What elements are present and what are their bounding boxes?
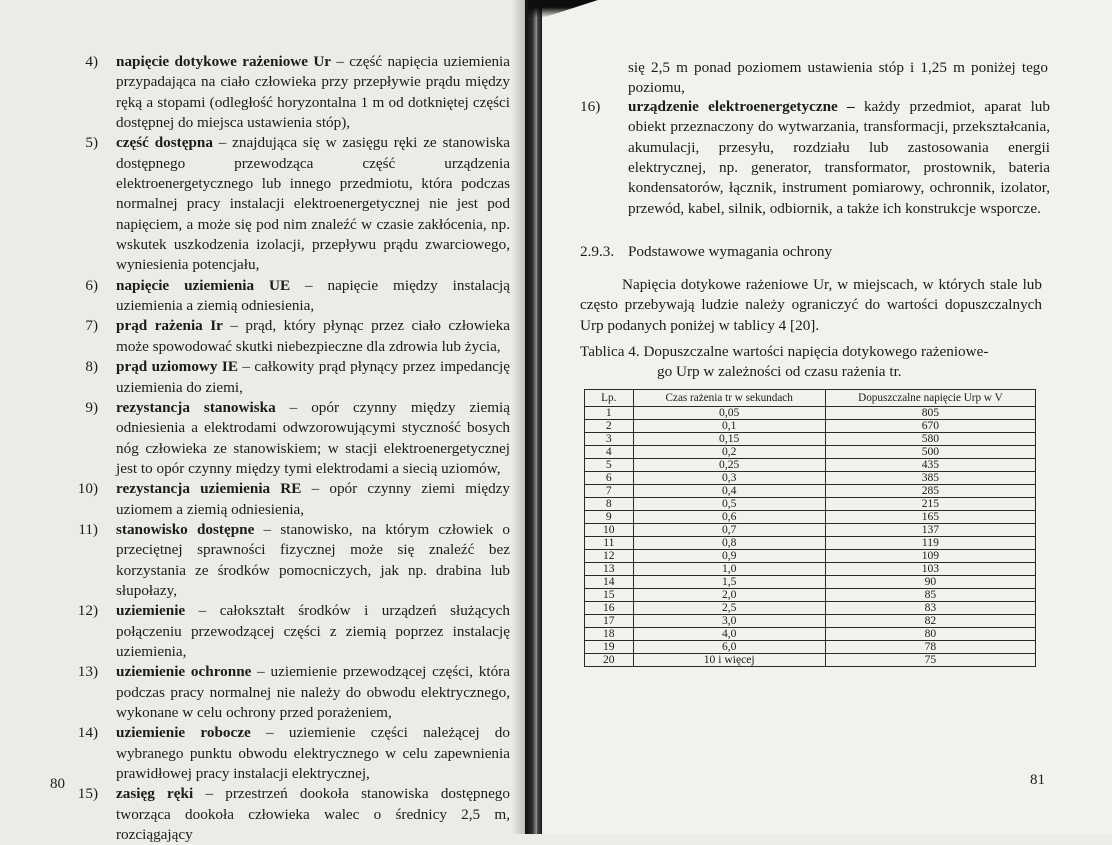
table-cell: 3,0 [633, 615, 825, 628]
table-row [585, 472, 1036, 485]
item-text: – znajdująca się w zasięgu ręki ze stanowiska dostępnego przewodząca część urządzenia elektroenergetycznego lub innego przedmiotu, która podczas normalnej pracy instalacji elektroenergetycznej nie jest pod napięciem, a może się pod nim znaleźć w czasie zakłócenia, np. wskutek uszkodzenia izolacji, przepływu prądu zwarciowego, wyniesienia potencjału, [116, 134, 510, 274]
table-cell: 4,0 [633, 628, 825, 641]
table-cell: 5 [585, 459, 634, 472]
item-body [628, 97, 1050, 219]
item-term: rezystancja uziemienia RE [116, 480, 302, 498]
table-cell: 103 [825, 563, 1035, 576]
table-cell: 0,7 [633, 524, 825, 537]
table-cell: 0,5 [633, 498, 825, 511]
item-term: prąd uziomowy IE [116, 358, 238, 376]
item-body [116, 357, 510, 398]
definition-item [48, 601, 510, 662]
definition-item [48, 784, 510, 845]
table-cell: 10 i więcej [633, 654, 825, 667]
table-cell: 9 [585, 511, 634, 524]
item-body [116, 52, 510, 133]
book-gutter [525, 0, 537, 834]
voltage-table [584, 389, 1036, 667]
table-cell: 14 [585, 576, 634, 589]
item-text: – całokształt środków i urządzeń służących połączeniu przewodzącej części z ziemią poprzez instalację uziemienia, [116, 602, 510, 660]
table-cell: 165 [825, 511, 1035, 524]
table-cell: 90 [825, 576, 1035, 589]
item-body [116, 316, 510, 357]
table-row [585, 459, 1036, 472]
table-row [585, 537, 1036, 550]
item-text: – przestrzeń dookoła stanowiska dostępnego tworząca dookoła człowieka walec o średnicy 2,5 m, rozciągający [116, 785, 510, 844]
table-cell: 1 [585, 407, 634, 420]
definition-item-16 [580, 97, 1050, 219]
table-row [585, 654, 1036, 667]
definition-item [48, 398, 510, 479]
header-time: Czas rażenia tr w sekundach [633, 390, 825, 407]
left-page [0, 0, 528, 844]
item-body [116, 276, 510, 317]
item-body [116, 601, 510, 662]
item-body [116, 723, 510, 784]
table-header-row [585, 390, 1036, 407]
header-lp: Lp. [585, 390, 634, 407]
table-cell: 10 [585, 524, 634, 537]
table-cell: 805 [825, 407, 1035, 420]
table-cell: 0,9 [633, 550, 825, 563]
table-cell: 0,6 [633, 511, 825, 524]
item-body [116, 520, 510, 601]
table-cell: 18 [585, 628, 634, 641]
item-number: 10) [77, 480, 98, 498]
item-term: zasięg ręki [116, 785, 194, 803]
table-cell: 2,0 [633, 589, 825, 602]
item-term: część dostępna [116, 134, 213, 152]
section-title: Podstawowe wymagania ochrony [627, 243, 833, 260]
item-number: 11) [78, 520, 98, 538]
table-cell: 2,5 [633, 602, 825, 615]
table-cell: 78 [825, 641, 1035, 654]
table-cell: 0,2 [633, 446, 825, 459]
item-number: 14) [77, 724, 98, 742]
table-row [585, 615, 1036, 628]
table-cell: 6,0 [633, 641, 825, 654]
item-text: – opór czynny między ziemią odniesienia a elektrodami odwzorowującymi styczność bosych nóg człowieka ze stanowiskiem; w stacji elektroenergetycznej jest to opór czynny między tymi elektrodami a siecią uziomów, [116, 398, 511, 477]
section-heading [580, 242, 1050, 262]
table-cell: 435 [825, 459, 1035, 472]
table-body [585, 407, 1036, 667]
page-number-left: 80 [50, 776, 65, 792]
definition-list [48, 52, 510, 845]
caption-line-1: Tablica 4. Dopuszczalne wartości napięcia dotykowego rażeniowe- [580, 343, 989, 360]
definition-item [48, 357, 510, 398]
item-text: – prąd, który płynąc przez ciało człowieka może spowodować skutki niebezpieczne dla zdrowia lub życia, [116, 317, 510, 355]
table-cell: 0,4 [633, 485, 825, 498]
table-cell: 0,8 [633, 537, 825, 550]
table-cell: 385 [825, 472, 1035, 485]
table-row [585, 550, 1036, 563]
table-cell: 215 [825, 498, 1035, 511]
table-cell: 80 [825, 628, 1035, 641]
table-cell: 85 [825, 589, 1035, 602]
table-row [585, 563, 1036, 576]
table-cell: 109 [825, 550, 1035, 563]
item-body [116, 398, 510, 479]
table-caption [580, 342, 1042, 383]
item-number: 5) [85, 134, 98, 152]
item-text: – część napięcia uziemienia przypadająca na ciało człowieka przy przepływie prądu między ręką a stopami (odległość horyzontalna 1 m od dotkniętej części dostępnej do miejsca ustawienia stóp), [116, 53, 510, 132]
table-cell: 0,1 [633, 420, 825, 433]
table-row [585, 589, 1036, 602]
item-text: – napięcie między instalacją uziemienia a ziemią odniesienia, [116, 276, 510, 315]
item-number: 7) [85, 317, 98, 335]
item-text: – stanowisko, na którym człowiek o przeciętnej sprawności fizycznej może się znaleźć bez korzystania ze środków pomocniczych, jak np. drabina lub słupołazy, [116, 520, 510, 599]
table-cell: 0,05 [633, 407, 825, 420]
table-cell: 0,15 [633, 433, 825, 446]
item-number: 4) [85, 53, 98, 70]
table-cell: 11 [585, 537, 634, 550]
item-body [116, 479, 510, 520]
table-cell: 1,5 [633, 576, 825, 589]
table-cell: 7 [585, 485, 634, 498]
table-cell: 82 [825, 615, 1035, 628]
section-number: 2.9.3. [580, 243, 615, 260]
table-row [585, 446, 1036, 459]
item-term: napięcie uziemienia UE [116, 276, 291, 294]
table-row [585, 485, 1036, 498]
table-row [585, 433, 1036, 446]
table-cell: 20 [585, 654, 634, 667]
item-term: urządzenie elektroenergetyczne – [628, 98, 855, 115]
table-cell: 119 [825, 537, 1035, 550]
header-voltage: Dopuszczalne napięcie Urp w V [825, 390, 1035, 407]
table-cell: 6 [585, 472, 634, 485]
table-row [585, 407, 1036, 420]
section-paragraph: Napięcia dotykowe rażeniowe Ur, w miejscach, w których stale lub często przebywają ludzie należy ograniczyć do wartości dopuszczalnych Urp podanych poniżej w tablicy 4 [20]. [580, 276, 1042, 334]
definition-item [48, 723, 510, 784]
table-row [585, 498, 1036, 511]
table-row [585, 524, 1036, 537]
definition-item [48, 52, 510, 133]
item-text: – uziemienie przewodzącej części, która podczas pracy normalnej nie należy do obwodu elektrycznego, wykonane w celu ochrony przed porażeniem, [116, 663, 510, 721]
item-body [116, 662, 510, 723]
table-cell: 137 [825, 524, 1035, 537]
item-number: 8) [85, 358, 98, 376]
item-number: 13) [77, 663, 98, 681]
table-row [585, 641, 1036, 654]
item-text: – uziemienie części należącej do wybranego punktu obwodu elektrycznego w celu zapewnienia prawidłowej pracy instalacji elektrycznej, [116, 724, 510, 783]
table-cell: 17 [585, 615, 634, 628]
table-row [585, 420, 1036, 433]
definition-item [48, 479, 510, 520]
table-cell: 580 [825, 433, 1035, 446]
definition-item [48, 662, 510, 723]
definition-item [48, 520, 510, 601]
table-row [585, 576, 1036, 589]
item-term: uziemienie ochronne [116, 663, 252, 681]
item-term: rezystancja stanowiska [116, 398, 276, 416]
table-cell: 1,0 [633, 563, 825, 576]
definition-item [48, 316, 510, 357]
item-body [116, 784, 510, 845]
voltage-table-wrapper [584, 389, 1036, 667]
table-cell: 75 [825, 654, 1035, 667]
table-row [585, 602, 1036, 615]
item-text: – opór czynny ziemi między uziomem a ziemią odniesienia, [116, 480, 510, 518]
item-term: napięcie dotykowe rażeniowe Ur [116, 53, 332, 70]
table-row [585, 628, 1036, 641]
table-cell: 83 [825, 602, 1035, 615]
definition-item [48, 133, 510, 275]
item-term: uziemienie robocze [116, 724, 251, 742]
item-text: – całkowity prąd płynący przez impedancję uziemienia do ziemi, [116, 358, 510, 396]
table-cell: 2 [585, 420, 634, 433]
item-body [116, 133, 510, 275]
table-cell: 16 [585, 602, 634, 615]
definition-item [48, 276, 510, 317]
table-cell: 19 [585, 641, 634, 654]
item-term: uziemienie [116, 602, 186, 620]
item-text: każdy przedmiot, aparat lub obiekt przeznaczony do wytwarzania, transformacji, przekształcania, akumulacji, przesyłu, rozdziału lub zastosowania energii elektrycznej, np. generator, transformator, prostownik, bateria kondensatorów, łącznik, instrument pomiarowy, ochronnik, izolator, przewód, kabel, silnik, odbiornik, a także ich konstrukcje wsporcze. [628, 98, 1050, 217]
item-number: 15) [77, 785, 98, 803]
item-term: stanowisko dostępne [116, 520, 255, 538]
table-cell: 0,3 [633, 472, 825, 485]
table-row [585, 511, 1036, 524]
item-number: 16) [580, 98, 601, 115]
table-cell: 12 [585, 550, 634, 563]
item-15-continuation: się 2,5 m ponad poziomem ustawienia stóp i 1,25 m poniżej tego poziomu, [628, 59, 1048, 97]
table-cell: 13 [585, 563, 634, 576]
table-cell: 285 [825, 485, 1035, 498]
table-cell: 670 [825, 420, 1035, 433]
table-cell: 4 [585, 446, 634, 459]
item-term: prąd rażenia Ir [116, 317, 223, 335]
caption-line-2: go Urp w zależności od czasu rażenia tr. [657, 363, 902, 381]
item-number: 9) [85, 398, 98, 416]
table-cell: 8 [585, 498, 634, 511]
item-number: 6) [85, 276, 98, 294]
table-cell: 500 [825, 446, 1035, 459]
page-number-right: 81 [1030, 772, 1045, 788]
table-cell: 15 [585, 589, 634, 602]
table-cell: 3 [585, 433, 634, 446]
table-cell: 0,25 [633, 459, 825, 472]
item-number: 12) [77, 602, 98, 620]
